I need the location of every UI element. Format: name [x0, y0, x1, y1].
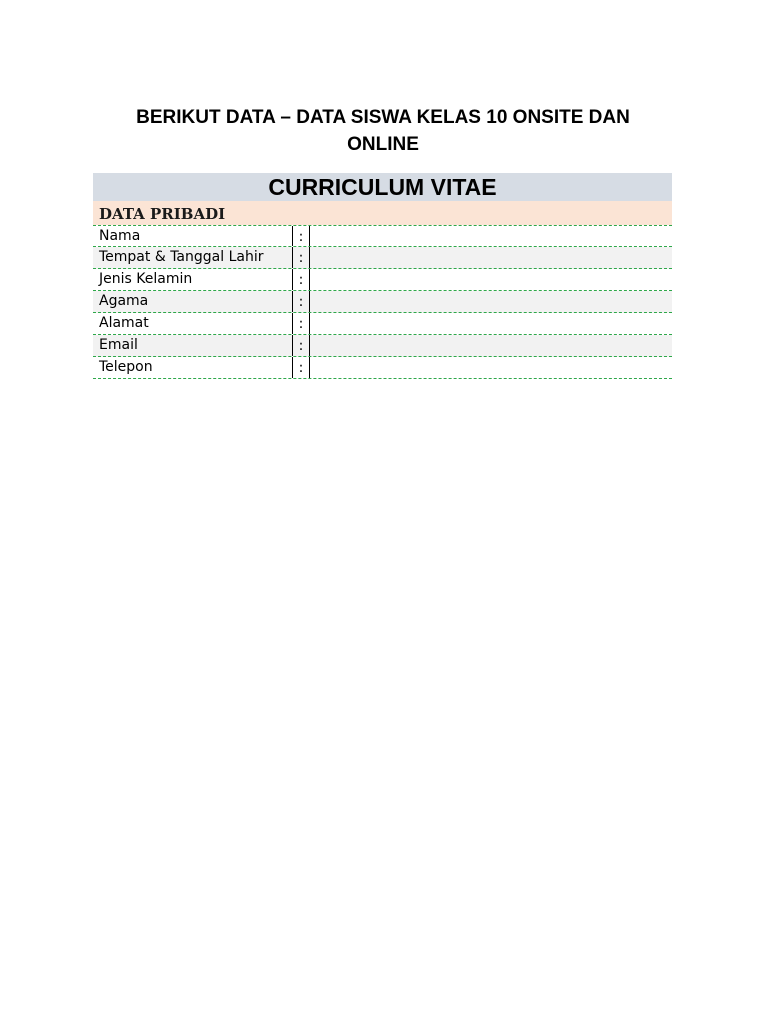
field-label: Telepon — [99, 359, 153, 375]
field-value — [310, 357, 672, 378]
cv-title: CURRICULUM VITAE — [93, 173, 672, 201]
field-row-jenis-kelamin — [93, 269, 672, 291]
field-label: Alamat — [99, 315, 149, 331]
cv-table — [93, 173, 672, 379]
field-row-tempat-tanggal-lahir — [93, 247, 672, 269]
field-value — [310, 335, 672, 356]
field-label: Nama — [99, 228, 141, 244]
field-value — [310, 247, 672, 268]
field-separator: : — [292, 291, 310, 312]
field-value — [310, 313, 672, 334]
field-row-agama — [93, 291, 672, 313]
field-label: Email — [99, 337, 138, 353]
document-heading: BERIKUT DATA – DATA SISWA KELAS 10 ONSITE DAN ONLINE — [136, 107, 630, 155]
section-header-data-pribadi: DATA PRIBADI — [93, 201, 672, 225]
field-row-nama — [93, 225, 672, 247]
field-row-email — [93, 335, 672, 357]
field-separator: : — [292, 269, 310, 290]
field-label: Tempat & Tanggal Lahir — [99, 249, 264, 265]
field-separator: : — [292, 357, 310, 378]
field-row-telepon — [93, 357, 672, 379]
field-label: Agama — [99, 293, 149, 309]
field-value — [310, 226, 672, 246]
field-rows — [93, 225, 672, 379]
field-row-alamat — [93, 313, 672, 335]
field-value — [310, 269, 672, 290]
field-separator: : — [292, 226, 310, 246]
field-separator: : — [292, 313, 310, 334]
field-separator: : — [292, 335, 310, 356]
field-label: Jenis Kelamin — [99, 271, 193, 287]
field-separator: : — [292, 247, 310, 268]
field-value — [310, 291, 672, 312]
